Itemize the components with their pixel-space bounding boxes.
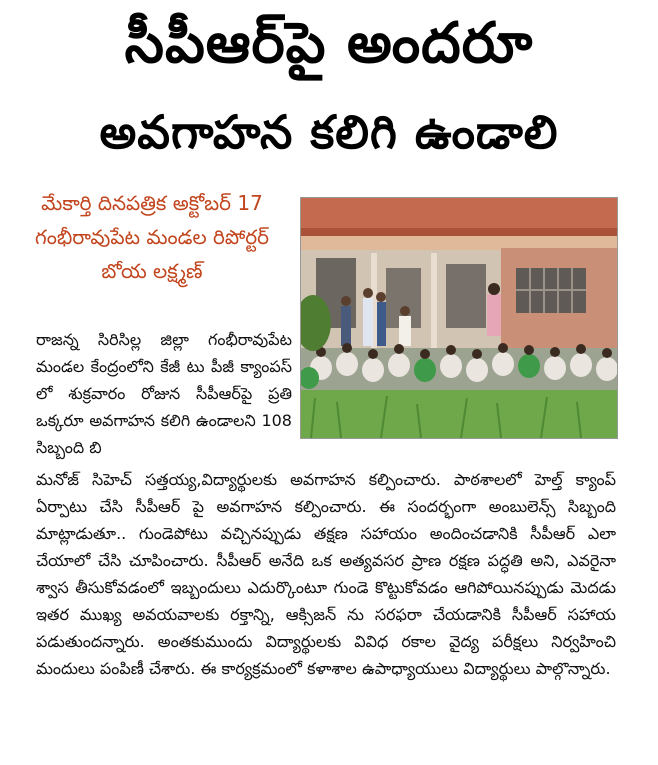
school-gathering-photo <box>301 198 617 438</box>
headline-line-2: అవగాహన కలిగి ఉండాలి <box>99 105 559 159</box>
headline-line-1: సీపీఆర్‌పై అందరూ <box>124 11 534 76</box>
article-paragraph-body: మనోజ్ సిహెచ్ సత్తయ్య,విద్యార్థులకు అవగాహన కల్పించారు. పాఠశాలలో హెల్త్ క్యాంప్ ఏర్పాటు చేసి సీపీఆర్ పై అవగాహన కల్పించారు. ఈ సందర్భంగా అంబులెన్స్ సిబ్బంది మాట్లాడుతూ.. గుండెపోటు వచ్చినప్పుడు తక్షణ సహాయం అందించడానికి సీపీఆర్ ఎలా చేయాలో చేసి చూపించారు. సీపీఆర్ అనేది ఒక అత్యవసర ప్రాణ రక్షణ పద్ధతి అని, ఎవరైనా శ్వాస తీసుకోవడంలో ఇబ్బందులు ఎదుర్కొంటూ గుండె కొట్టుకోవడం ఆగిపోయినప్పుడు మెదడు ఇతర ముఖ్య అవయవాలకు రక్తాన్ని, ఆక్సిజన్ ను సరఫరా చేయడానికి సీపీఆర్ సహాయ పడుతుందన్నారు. అంతకుముందు విద్యార్థులకు వివిధ రకాల వైద్య పరీక్షలు నిర్వహించి మందులు పంపిణీ చేశారు. ఈ కార్యక్రమంలో కళాశాల ఉపాధ్యాయులు విద్యార్థులు పాల్గొన్నారు. <box>36 470 616 678</box>
byline: మేకార్తి దినపత్రిక అక్టోబర్ 17 గంభీరావుపేట మండల రిపోర్టర్ బోయ లక్ష్మణ్ <box>35 191 269 283</box>
news-photo <box>300 197 618 439</box>
article-paragraph-intro: రాజన్న సిరిసిల్ల జిల్లా గంభీరావుపేట మండల కేంద్రంలోని కేజీ టు పీజీ క్యాంపస్ లో శుక్రవారం రోజున సీపీఆర్‌పై ప్రతి ఒక్కరూ అవగాహన కలిగి ఉండాలని 108 సిబ్బంది బి <box>36 330 292 457</box>
